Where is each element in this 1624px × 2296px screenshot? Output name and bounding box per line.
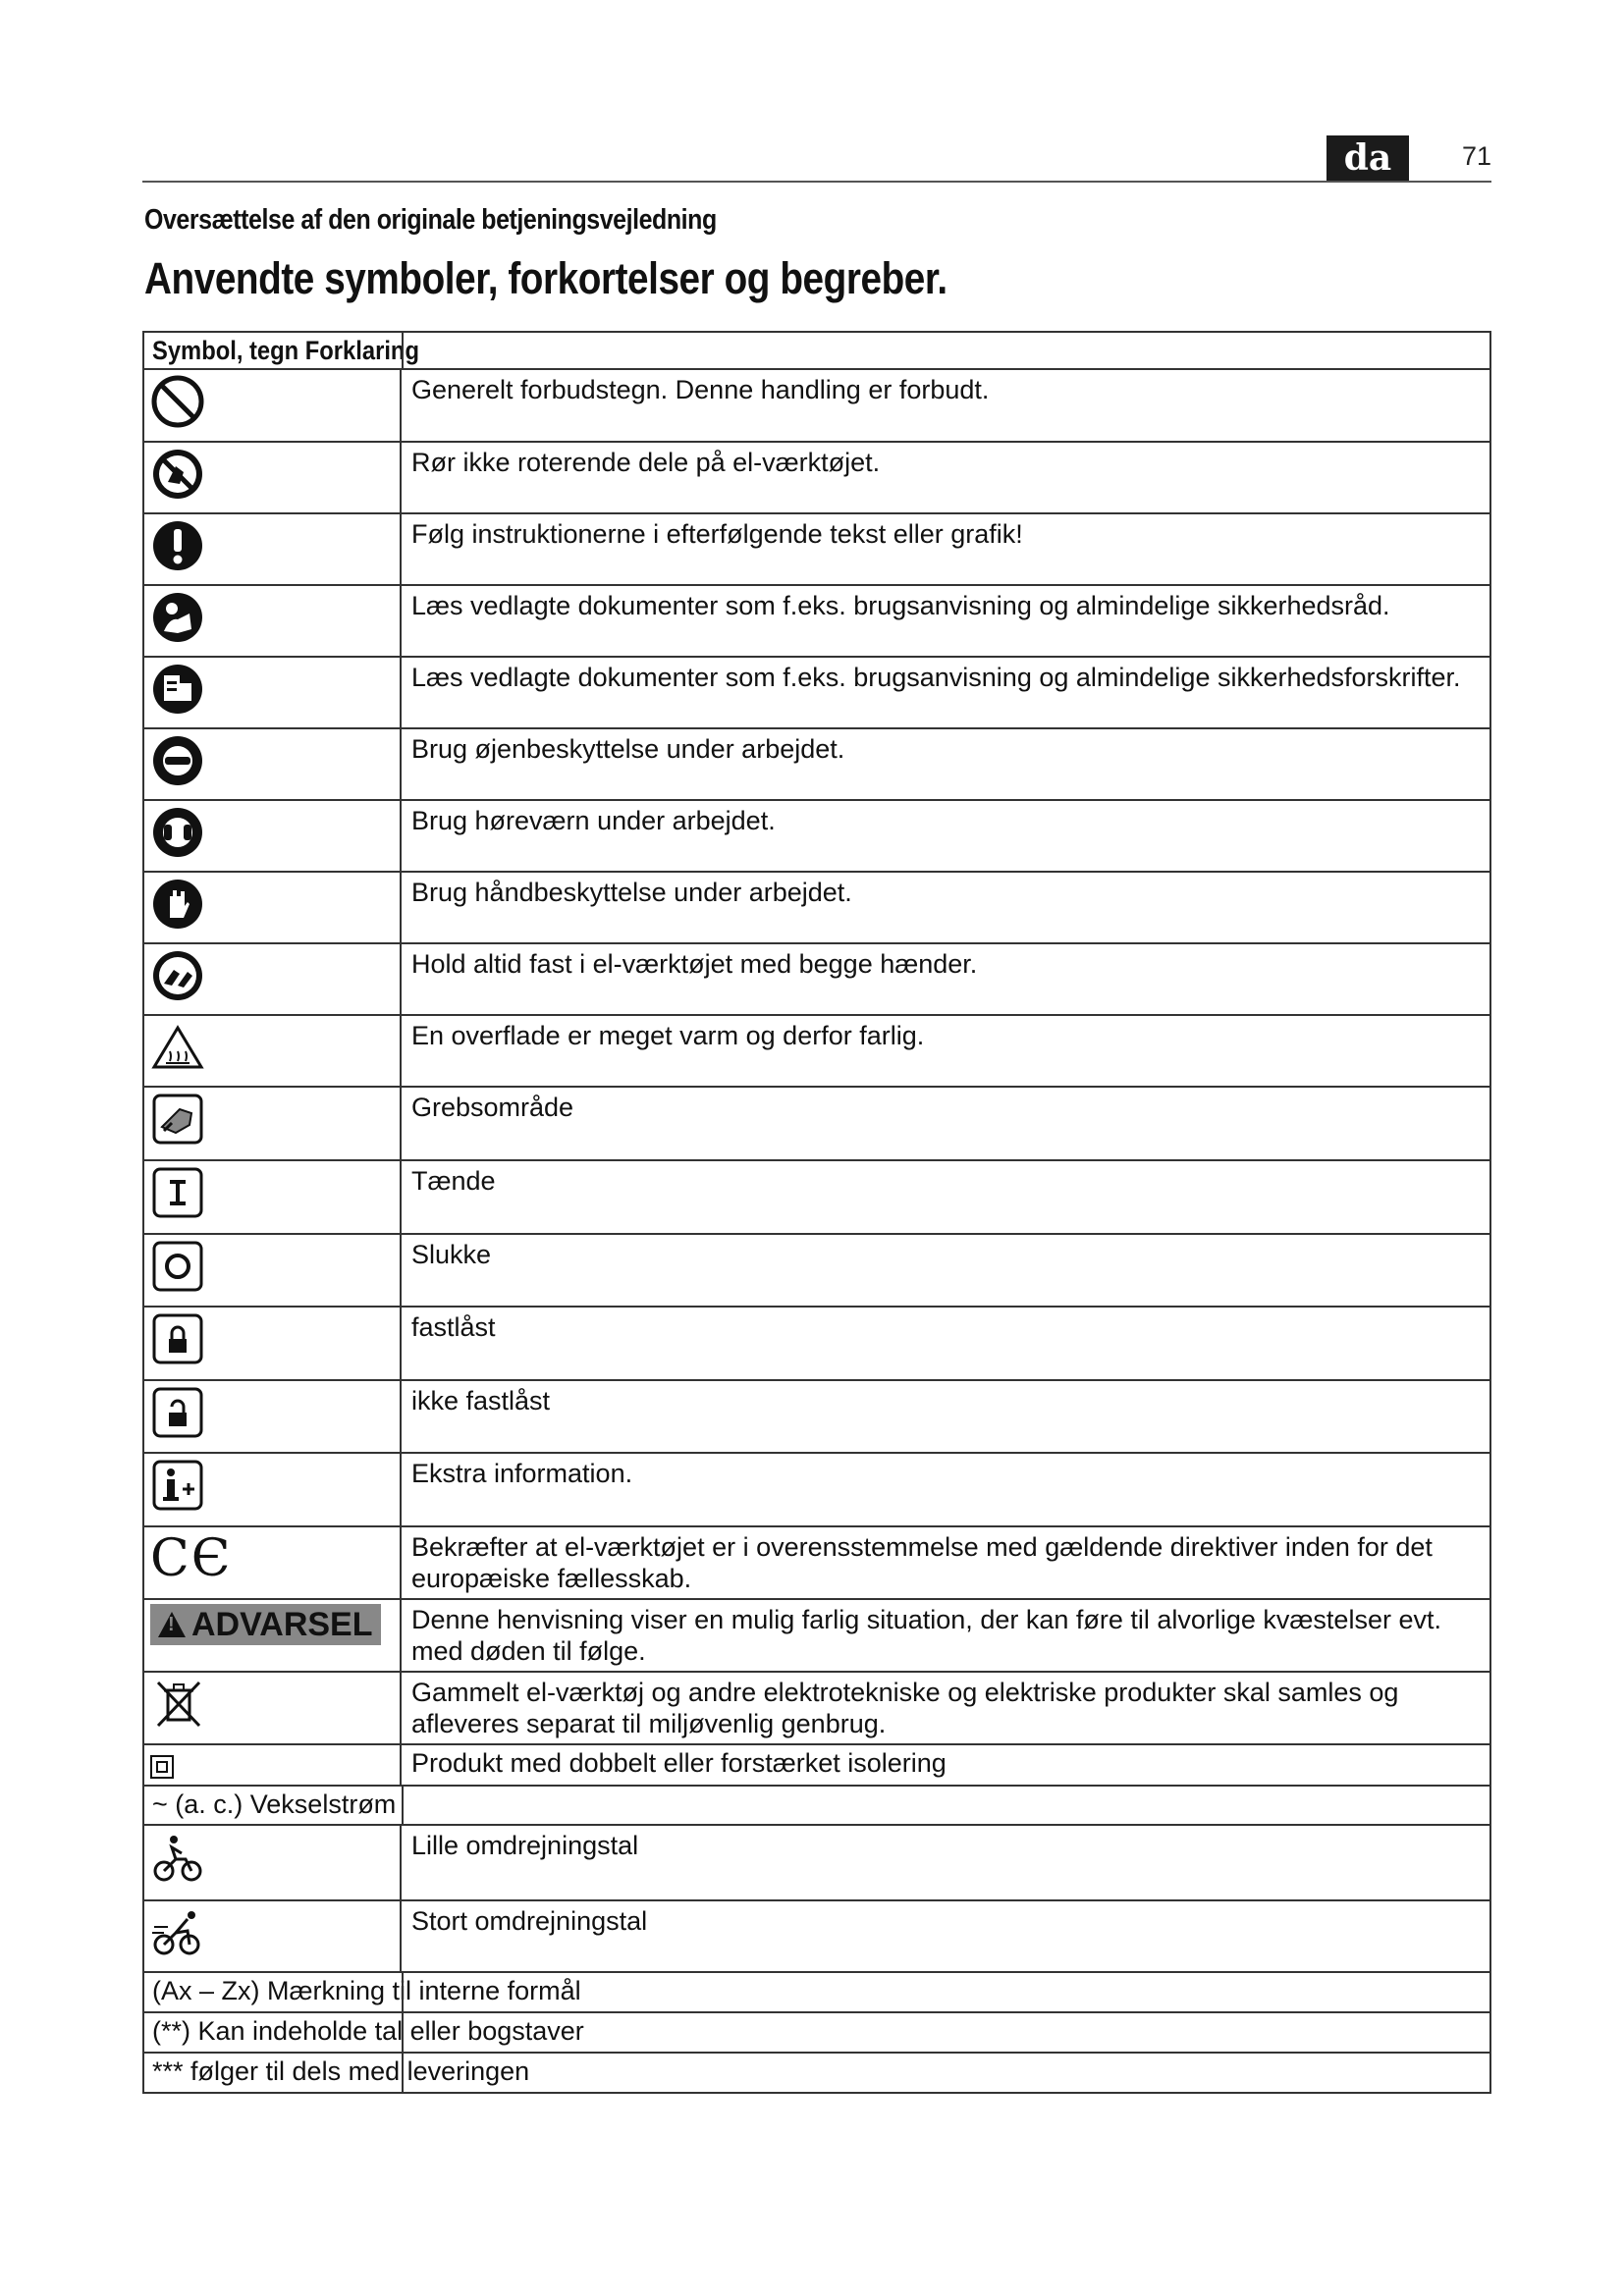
table-row (143, 1744, 1490, 1786)
column-divider (402, 2013, 404, 2052)
low-speed-icon (150, 1830, 205, 1885)
table-cell: Grebsområde (401, 1087, 1490, 1160)
table-cell: Stort omdrejningstal (401, 1900, 1490, 1972)
weee-bin-icon (150, 1677, 205, 1732)
page-header (142, 135, 1491, 183)
power-off-icon (150, 1239, 205, 1294)
column-divider (402, 1973, 404, 2011)
table-cell (143, 1786, 1490, 1825)
table-cell: Brug høreværn under arbejdet. (401, 800, 1490, 872)
footer-row-text: *** følger til dels med leveringen (152, 2056, 530, 2086)
page-number: 71 (1461, 141, 1491, 171)
hand-protection-icon (150, 877, 205, 932)
table-row (143, 1786, 1490, 1825)
table-cell (143, 1972, 1490, 2012)
table-cell: Brug håndbeskyttelse under arbejdet. (401, 872, 1490, 943)
table-cell (143, 2053, 1490, 2093)
table-cell: Lille omdrejningstal (401, 1825, 1490, 1900)
table-row (143, 1526, 1490, 1599)
read-documents-icon (150, 662, 205, 717)
no-touch-rotating-parts-icon (150, 447, 205, 502)
warning-label (150, 1604, 381, 1645)
locked-icon (150, 1311, 205, 1366)
table-row (143, 1087, 1490, 1160)
table-row (143, 2012, 1490, 2053)
table-row (143, 1825, 1490, 1900)
column-divider (402, 333, 404, 368)
table-cell: En overflade er meget varm og derfor farlig. (401, 1015, 1490, 1087)
double-insulation-icon (150, 1755, 174, 1779)
footer-row-text: (Ax – Zx) Mærkning til interne formål (152, 1976, 581, 2005)
table-row (143, 728, 1490, 800)
table-cell: Produkt med dobbelt eller forstærket isolering (401, 1744, 1490, 1786)
table-row (143, 1599, 1490, 1672)
table-cell: Hold altid fast i el-værktøjet med begge hænder. (401, 943, 1490, 1015)
table-cell: Læs vedlagte dokumenter som f.eks. brugsanvisning og almindelige sikkerhedsforskrifter. (401, 657, 1490, 728)
language-tab: da (1326, 135, 1409, 181)
footer-row-text: (**) Kan indeholde tal eller bogstaver (152, 2016, 584, 2046)
table-cell: Brug øjenbeskyttelse under arbejdet. (401, 728, 1490, 800)
table-row (143, 513, 1490, 585)
page-title: Anvendte symboler, forkortelser og begreber. (144, 253, 947, 303)
table-header-row (143, 332, 1490, 369)
table-cell: Gammelt el-værktøj og andre elektrotekniske og elektriske produkter skal samles og afleveres separat til miljøvenlig genbrug. (401, 1672, 1490, 1744)
table-row (143, 872, 1490, 943)
table-row (143, 442, 1490, 513)
read-manual-icon (150, 590, 205, 645)
table-cell: ikke fastlåst (401, 1380, 1490, 1453)
table-row (143, 800, 1490, 872)
symbols-table (142, 331, 1491, 2094)
table-cell: Slukke (401, 1234, 1490, 1307)
table-cell: Læs vedlagte dokumenter som f.eks. brugsanvisning og almindelige sikkerhedsråd. (401, 585, 1490, 657)
two-hands-icon (150, 948, 205, 1003)
grip-area-icon (150, 1092, 205, 1147)
unlocked-icon (150, 1385, 205, 1440)
table-cell (143, 2012, 1490, 2053)
table-row (143, 369, 1490, 442)
table-cell: Denne henvisning viser en mulig farlig situation, der kan føre til alvorlige kvæstelser evt. med døden til følge. (401, 1599, 1490, 1672)
table-header-label: Symbol, tegn Forklaring (152, 336, 419, 365)
table-cell: Bekræfter at el-værktøjet er i overensstemmelse med gældende direktiver inden for det europæiske fællesskab. (401, 1526, 1490, 1599)
table-row (143, 1972, 1490, 2012)
table-row (143, 1015, 1490, 1087)
table-row (143, 585, 1490, 657)
warning-triangle-icon (158, 1612, 186, 1637)
table-row (143, 1234, 1490, 1307)
column-divider (402, 1787, 404, 1824)
header-divider (142, 181, 1491, 183)
table-cell: Generelt forbudstegn. Denne handling er forbudt. (401, 369, 1490, 442)
table-cell: Følg instruktionerne i efterfølgende tekst eller grafik! (401, 513, 1490, 585)
power-on-icon (150, 1165, 205, 1220)
table-cell: Rør ikke roterende dele på el-værktøjet. (401, 442, 1490, 513)
table-row (143, 1672, 1490, 1744)
table-row (143, 1307, 1490, 1380)
exclamation-icon (150, 518, 205, 573)
prohibition-icon (150, 374, 205, 429)
column-divider (402, 2054, 404, 2092)
ear-protection-icon (150, 805, 205, 860)
hot-surface-icon (150, 1020, 205, 1075)
info-icon (150, 1458, 205, 1513)
document-subtitle: Oversættelse af den originale betjeningsvejledning (144, 204, 717, 236)
table-row (143, 1160, 1490, 1234)
table-row (143, 1380, 1490, 1453)
ac-row-text: ~ (a. c.) Vekselstrøm (152, 1789, 397, 1819)
table-cell: Ekstra information. (401, 1453, 1490, 1526)
table-row (143, 1453, 1490, 1526)
table-cell: fastlåst (401, 1307, 1490, 1380)
high-speed-icon (150, 1905, 205, 1960)
table-row (143, 943, 1490, 1015)
table-row (143, 2053, 1490, 2093)
table-row (143, 1900, 1490, 1972)
warning-label-text: ADVARSEL (191, 1606, 373, 1643)
eye-protection-icon (150, 733, 205, 788)
ce-mark-icon: CЄ (150, 1529, 233, 1588)
table-cell: Tænde (401, 1160, 1490, 1234)
table-row (143, 657, 1490, 728)
